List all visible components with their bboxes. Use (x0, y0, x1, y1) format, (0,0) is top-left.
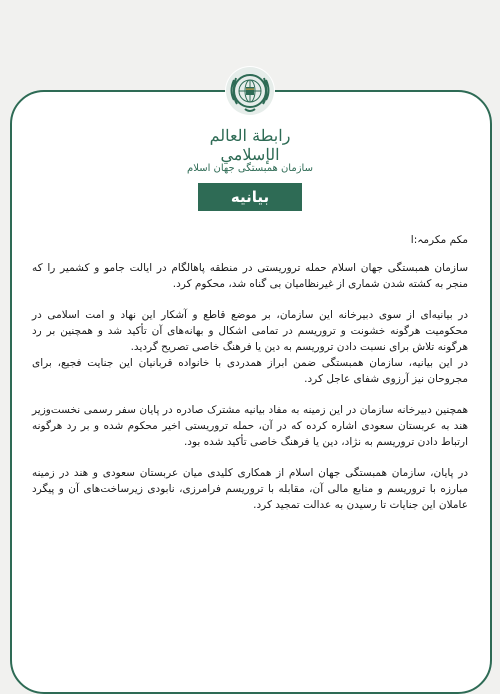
statement-body (32, 232, 468, 513)
organization-persian-subtitle: سازمان همبستگی جهان اسلام (187, 163, 313, 174)
paragraph-condemnation: سازمان همبستگی جهان اسلام حمله تروریستی در منطقه پاهالگام در ایالت جامو و کشمیر را که منجر به کشته شدن شماری از غیرنظامیان بی گناه شد، محکوم کرد. (32, 262, 468, 290)
paragraph-conclusion: در پایان، سازمان همبستگی جهان اسلام از همکاری کلیدی میان عربستان سعودی و هند در زمینه مبارزه با تروریسم و منابع مالی آن، مقابله با تروریسم فرامرزی، نابودی زیرساخت‌های آن و پیگرد عاملان این جنایات تا رسیدن به عدالت تمجید کرد. (32, 467, 468, 511)
statement-banner: بیانیه (198, 183, 302, 211)
organization-arabic-title: رابطة العالم الإسلامي (209, 126, 291, 164)
paragraph-condolences: در این بیانیه، سازمان همبستگی ضمن ابراز همدردی با خانواده قربانیان این جنایت فجیع، برای مجروحان نیز آرزوی شفای عاجل کرد. (32, 357, 468, 385)
mwl-emblem-icon (225, 66, 275, 116)
paragraph-joint-statement: همچنین دبیرخانه سازمان در این زمینه به مفاد بیانیه مشترک صادره در پایان سفر رسمی نخست‌وزیر هند به عربستان سعودی اشاره کرده که در آن، حمله تروریستی اخیر محکوم شده و بر رد هرگونه ارتباط دادن تروریسم به نژاد، دین یا فرهنگ خاصی تأکید شده بود. (32, 404, 468, 448)
paragraph-position: در بیانیه‌ای از سوی دبیرخانه این سازمان، بر موضع قاطع و آشکار این نهاد و امت اسلامی در محکومیت هرگونه خشونت و تروریسم در تمامی اشکال و بهانه‌های آن تأکید شد و همچنین بر رد هرگونه تلاش برای نسبت دادن تروریسم به دین یا فرهنگ خاصی تصریح گردید. (32, 309, 468, 353)
greeting-line: مکم مکرمہ:ا (410, 234, 468, 246)
